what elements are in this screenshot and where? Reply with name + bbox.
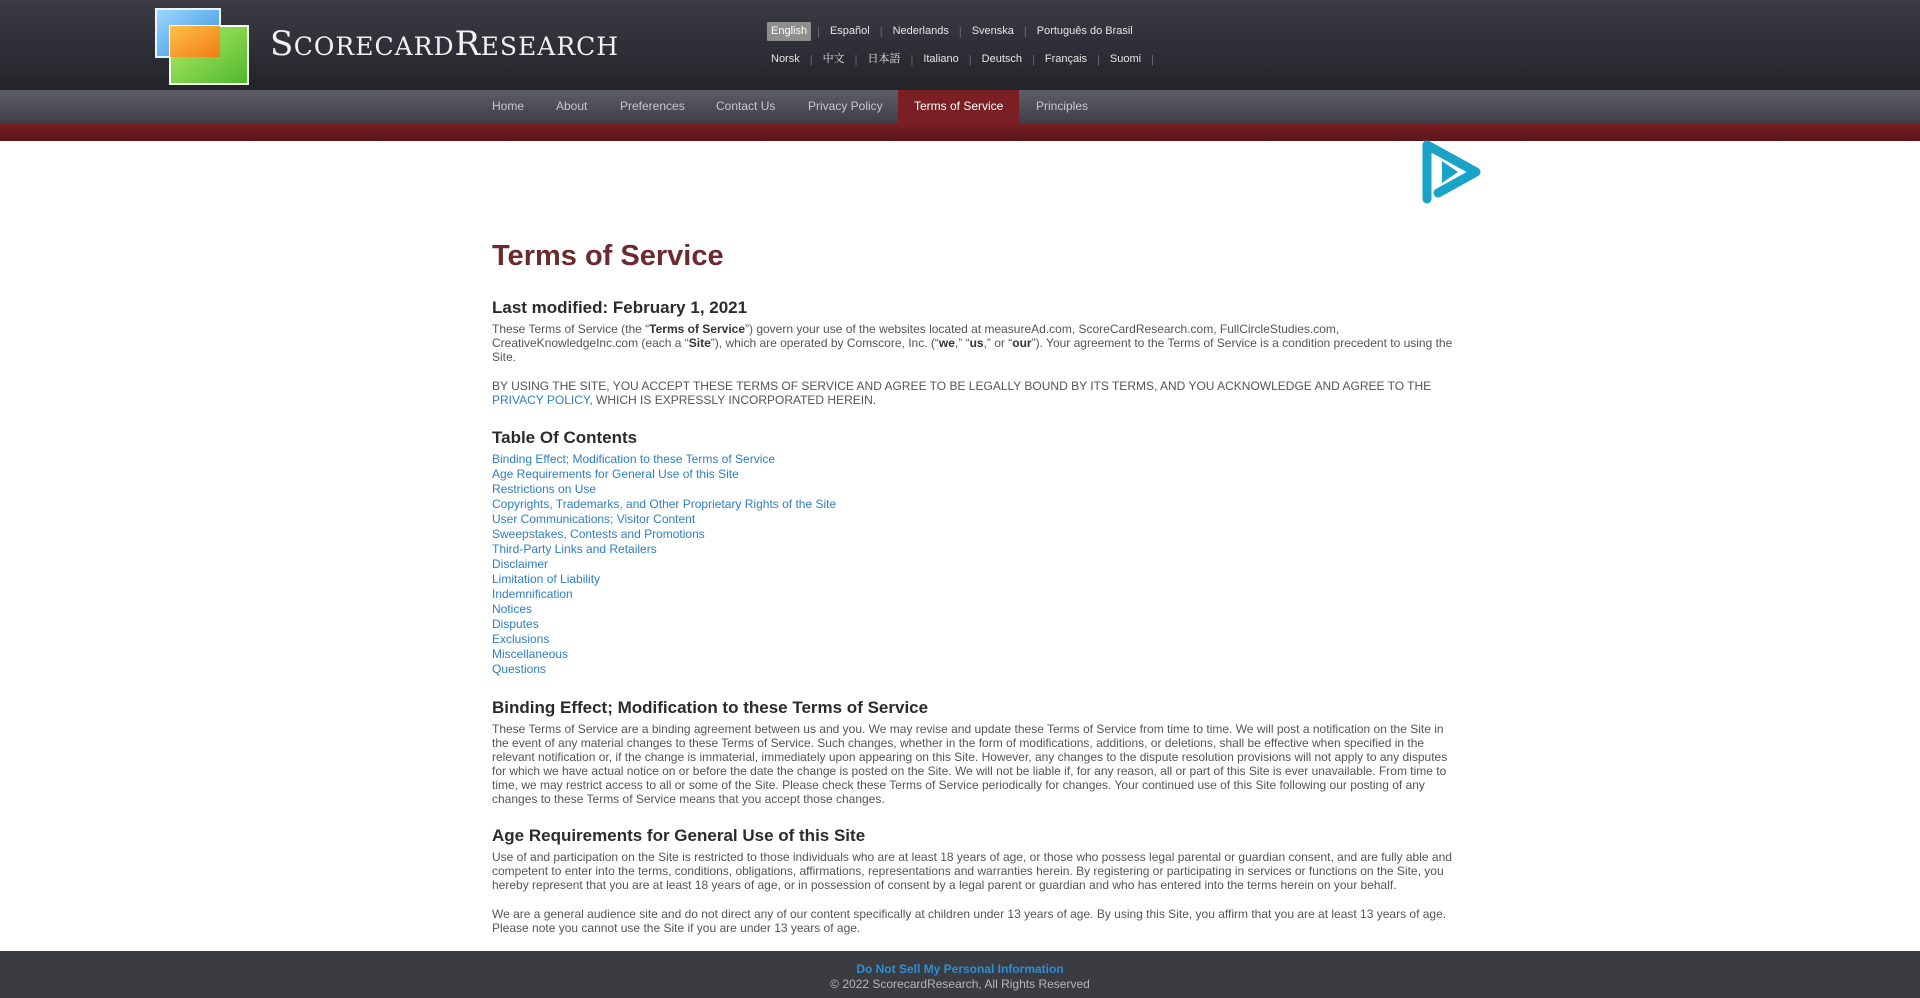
toc-link-user-communications[interactable]: User Communications; Visitor Content bbox=[492, 512, 696, 526]
site-footer bbox=[0, 951, 1920, 998]
lang-svenska[interactable]: Svenska bbox=[971, 25, 1014, 37]
toc-heading: Table Of Contents bbox=[492, 428, 638, 447]
age-requirements-text-2: We are a general audience site and do not direct any of our content specifically at children under 13 years of age. By using this Site, you affirm that you are at least 13 years of age. Please note you cannot use the Site if you are under 13 years of age. bbox=[492, 907, 1447, 935]
nav-terms-of-service[interactable]: Terms of Service bbox=[898, 90, 1019, 123]
intro-paragraph: These Terms of Service (the “Terms of Service”) govern your use of the websites located at measureAd.com, ScoreCardResearch.com, FullCircleStudies.com, CreativeKnowledgeInc.com (each a “Site”), which are operated by Comscore, Inc. (“we,” “us,” or “our”). Your agreement to the Terms of Service is a condition precedent to using the Site. bbox=[492, 322, 1453, 364]
binding-effect-text: These Terms of Service are a binding agreement between us and you. We may revise and update these Terms of Service from time to time. We will post a notification on the Site in the event of any material changes to these Terms of Service. Such changes, whether in the form of modifications, additions, or deletions, shall be effective when specified in the relevant notification or, if the change is immaterial, immediately upon appearing on this Site. However, any changes to the dispute resolution provisions will not apply to any disputes for which we have actual notice on or before the date the change is posted on the Site. We will not be liable if, for any reason, all or part of this Site is ever unavailable. From time to time, we may restrict access to all or some of the Site. Please check these Terms of Service periodically for changes. Your continued use of this Site following our posting of any changes to these Terms of Service means that you accept those changes. bbox=[492, 722, 1448, 806]
lang-nederlands[interactable]: Nederlands bbox=[892, 25, 949, 37]
nav-about[interactable]: About bbox=[556, 99, 588, 113]
age-requirements-heading: Age Requirements for General Use of this Site bbox=[492, 826, 866, 845]
main-nav bbox=[0, 90, 1920, 123]
toc-link-disputes[interactable]: Disputes bbox=[492, 617, 539, 631]
nav-privacy-policy[interactable]: Privacy Policy bbox=[808, 99, 883, 113]
toc-link-copyrights[interactable]: Copyrights, Trademarks, and Other Proprietary Rights of the Site bbox=[492, 497, 837, 511]
lang-suomi[interactable]: Suomi bbox=[1109, 53, 1142, 65]
binding-effect-heading: Binding Effect; Modification to these Terms of Service bbox=[492, 698, 929, 717]
nav-accent-stripe bbox=[0, 123, 1920, 141]
toc-link-miscellaneous[interactable]: Miscellaneous bbox=[492, 647, 569, 661]
toc-link-questions[interactable]: Questions bbox=[492, 662, 547, 676]
nav-preferences[interactable]: Preferences bbox=[620, 99, 685, 113]
last-modified-heading: Last modified: February 1, 2021 bbox=[492, 298, 748, 317]
lang-italiano[interactable]: Italiano bbox=[923, 53, 959, 65]
table-of-contents bbox=[492, 452, 1460, 677]
lang-english[interactable]: English bbox=[767, 22, 811, 41]
acceptance-paragraph: BY USING THE SITE, YOU ACCEPT THESE TERMS OF SERVICE AND AGREE TO BE LEGALLY BOUND BY ITS TERMS, AND YOU ACKNOWLEDGE AND AGREE TO THE PRIVACY POLICY, WHICH IS EXPRESSLY INCORPORATED HEREIN. bbox=[492, 379, 1432, 407]
nav-home[interactable]: Home bbox=[492, 99, 525, 113]
lang-espanol[interactable]: Español bbox=[829, 25, 870, 37]
lang-francais[interactable]: Français bbox=[1044, 53, 1088, 65]
toc-link-limitation[interactable]: Limitation of Liability bbox=[492, 572, 601, 586]
do-not-sell-link[interactable]: Do Not Sell My Personal Information bbox=[856, 962, 1064, 976]
language-row-2: Norsk | 中文 | 日本語 | Italiano | Deutsch | Français | Suomi | bbox=[767, 50, 1160, 69]
scorecard-logo-icon[interactable] bbox=[150, 6, 260, 86]
toc-link-age-requirements[interactable]: Age Requirements for General Use of this Site bbox=[492, 467, 739, 481]
toc-link-third-party[interactable]: Third-Party Links and Retailers bbox=[492, 542, 657, 556]
age-requirements-text-1: Use of and participation on the Site is restricted to those individuals who are at least 18 years of age, or those who possess legal parental or guardian consent, and are fully able and competent to enter into the terms, conditions, obligations, affirmations, representations and warranties herein. By registering or participating in services or functions on the Site, you hereby represent that you are at least 18 years of age, or in possession of consent by a legal parent or guardian and who has entered into the terms herein on your behalf. bbox=[492, 850, 1452, 892]
lang-japanese[interactable]: 日本語 bbox=[867, 53, 901, 65]
privacy-policy-link[interactable]: PRIVACY POLICY bbox=[492, 393, 590, 407]
toc-link-notices[interactable]: Notices bbox=[492, 602, 533, 616]
lang-norsk[interactable]: Norsk bbox=[771, 53, 800, 65]
nav-principles[interactable]: Principles bbox=[1036, 99, 1089, 113]
copyright-text: © 2022 ScorecardResearch, All Rights Reserved bbox=[830, 977, 1090, 991]
site-header bbox=[0, 0, 1920, 90]
language-row-1: English | Español | Nederlands | Svenska | Português do Brasil bbox=[767, 22, 1137, 41]
brand-name[interactable]: SCORECARDRESEARCH bbox=[270, 24, 620, 64]
toc-link-exclusions[interactable]: Exclusions bbox=[492, 632, 550, 646]
main-content bbox=[492, 236, 1460, 979]
toc-link-sweepstakes[interactable]: Sweepstakes, Contests and Promotions bbox=[492, 527, 705, 541]
page-title: Terms of Service bbox=[492, 240, 724, 272]
lang-chinese[interactable]: 中文 bbox=[822, 53, 845, 65]
toc-link-binding-effect[interactable]: Binding Effect; Modification to these Terms of Service bbox=[492, 452, 776, 466]
comscore-play-logo-icon bbox=[1418, 139, 1484, 205]
toc-link-restrictions[interactable]: Restrictions on Use bbox=[492, 482, 597, 496]
lang-deutsch[interactable]: Deutsch bbox=[981, 53, 1023, 65]
lang-portugues-brasil[interactable]: Português do Brasil bbox=[1036, 25, 1133, 37]
toc-link-indemnification[interactable]: Indemnification bbox=[492, 587, 573, 601]
toc-link-disclaimer[interactable]: Disclaimer bbox=[492, 557, 549, 571]
nav-contact-us[interactable]: Contact Us bbox=[716, 99, 776, 113]
